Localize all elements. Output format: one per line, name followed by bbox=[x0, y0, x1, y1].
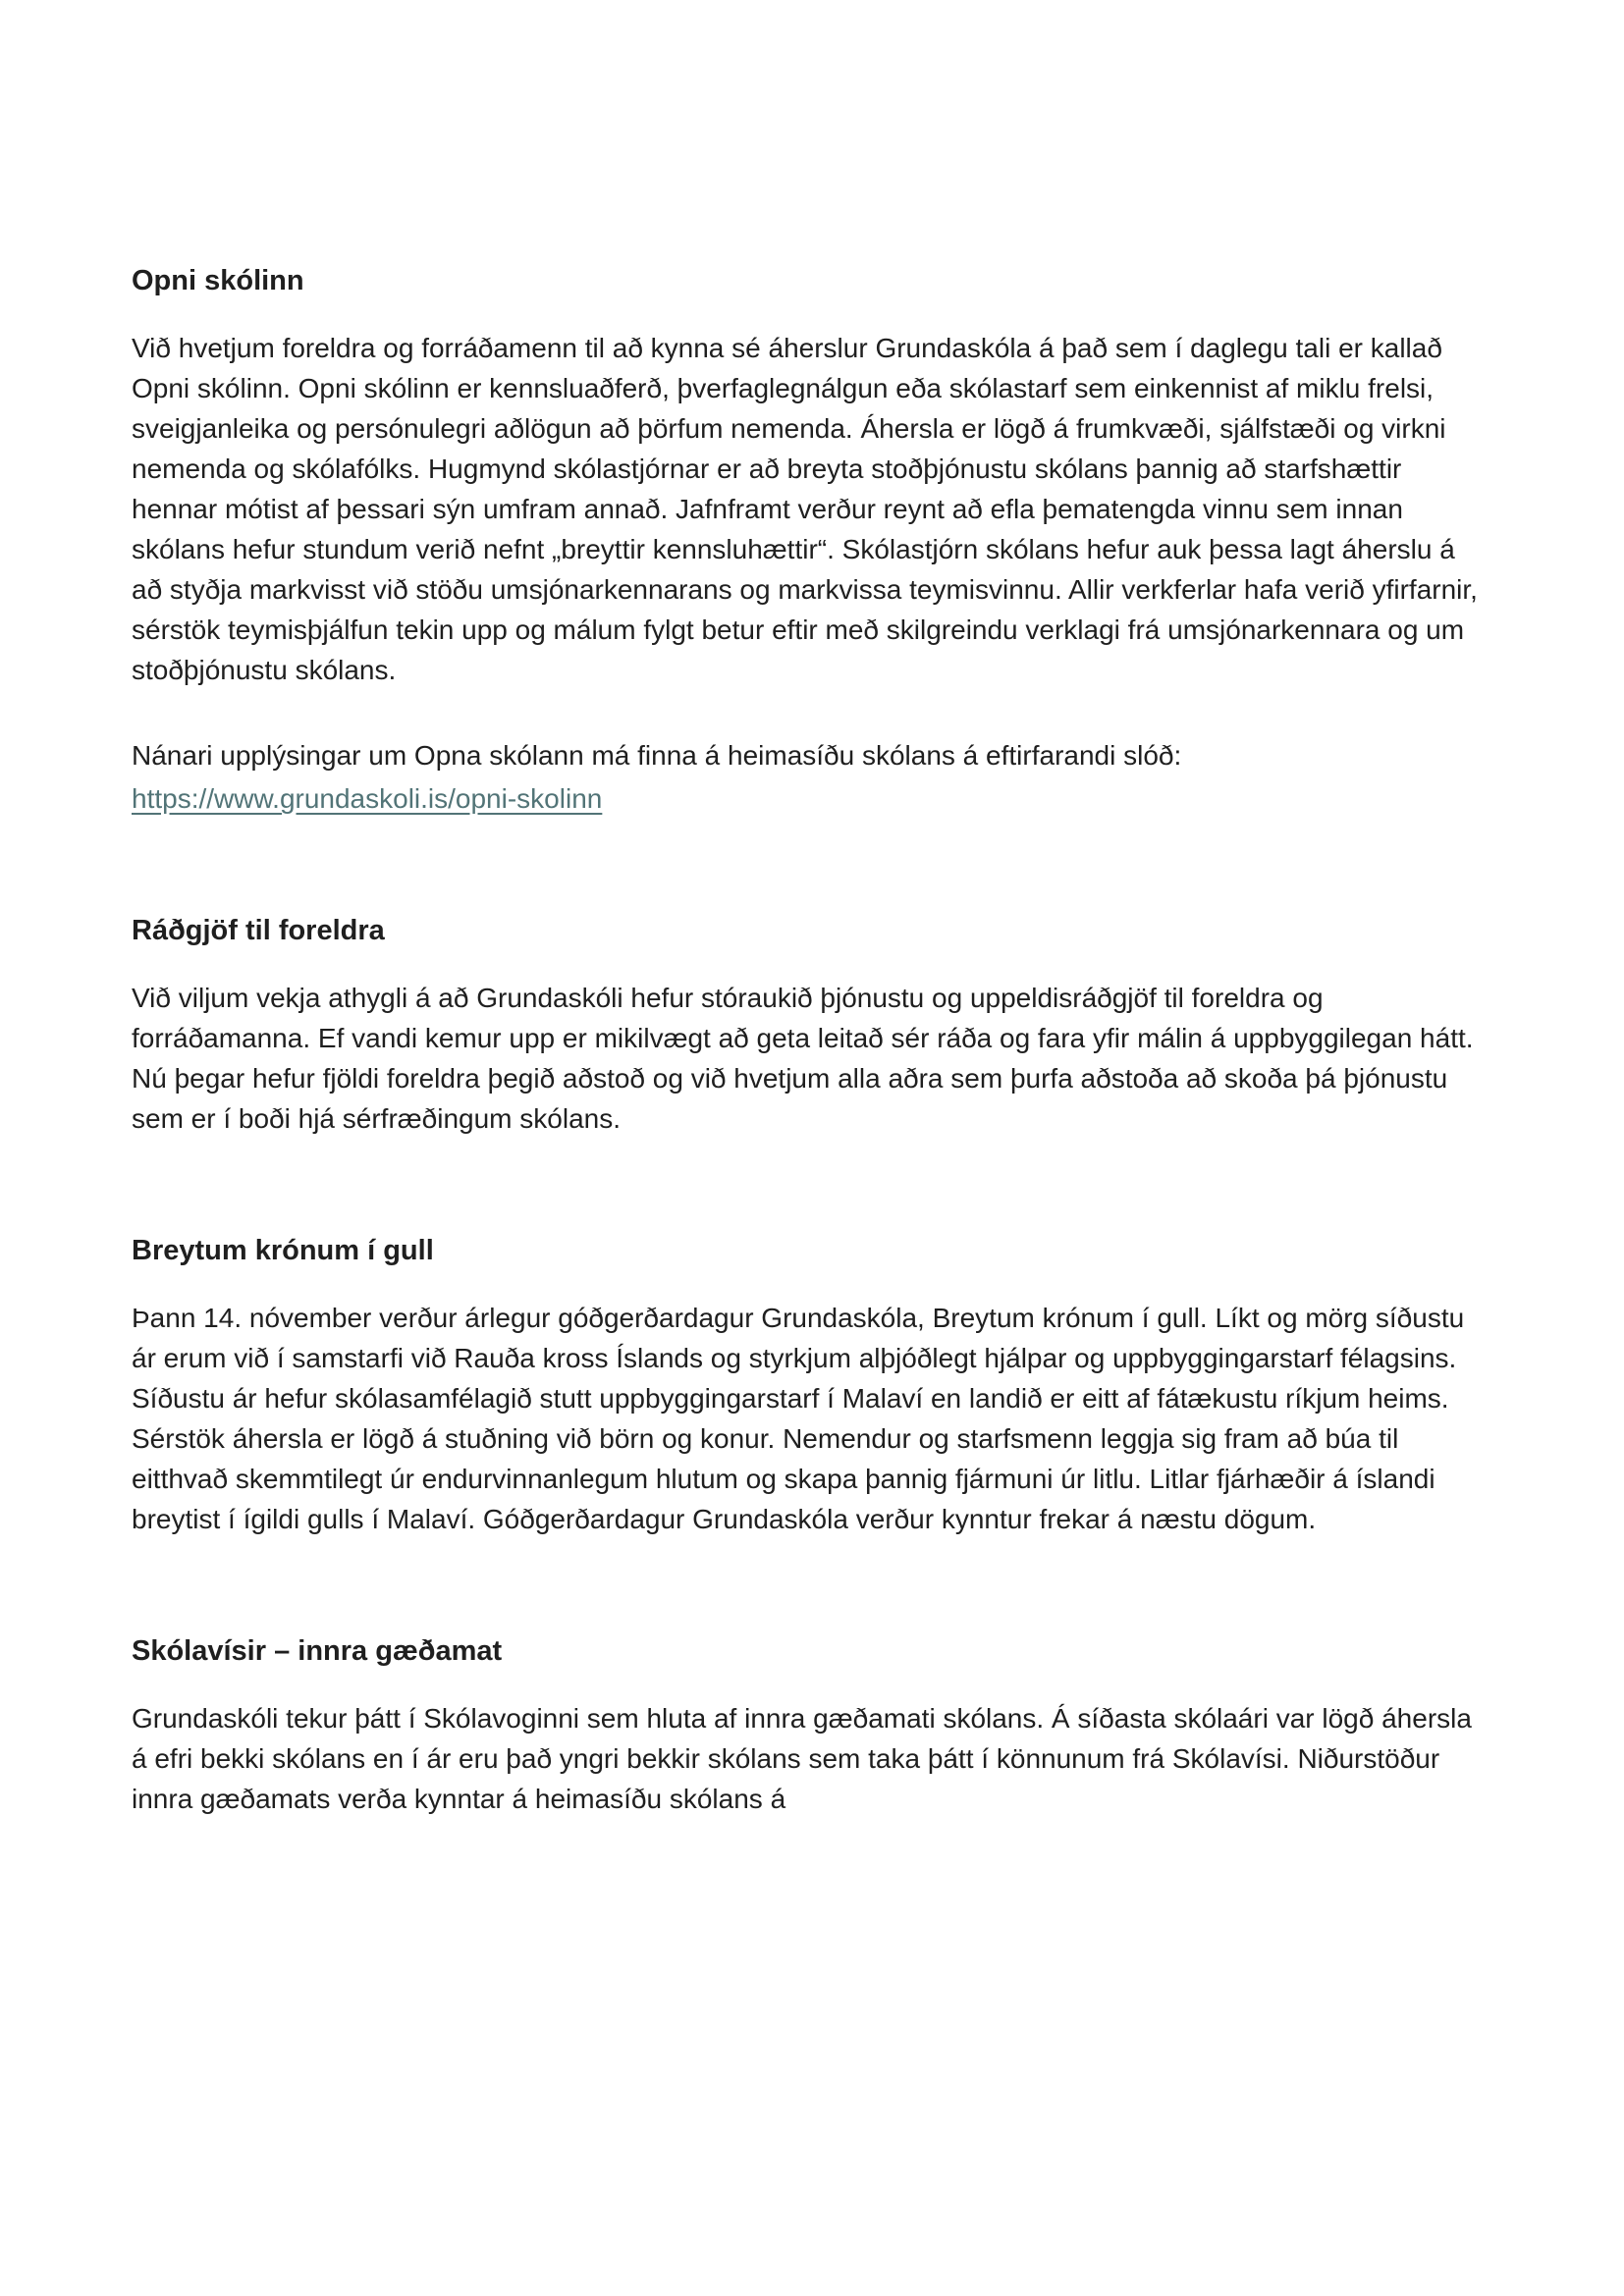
section-opni-skolinn bbox=[132, 263, 1492, 819]
section-breytum-kronum bbox=[132, 1233, 1492, 1539]
paragraph-opni-skolinn: Við hvetjum foreldra og forráðamenn til að kynna sé áherslur Grundaskóla á það sem í daglegu tali er kallað Opni skólinn. Opni skólinn er kennsluaðferð, þverfaglegnálgun eða skólastarf sem einkennist af miklu frelsi, sveigjanleika og persónulegri aðlögun að þörfum nemenda. Áhersla er lögð á frumkvæði, sjálfstæði og virkni nemenda og skólafólks. Hugmynd skólastjórnar er að breyta stoðþjónustu skólans þannig að starfshættir hennar mótist af þessari sýn umfram annað. Jafnframt verður reynt að efla þematengda vinnu sem innan skólans hefur stundum verið nefnt „breyttir kennsluhættir“. Skólastjórn skólans hefur auk þessa lagt áherslu á að styðja markvisst við stöðu umsjónarkennarans og markvissa teymisvinnu. Allir verkferlar hafa verið yfirfarnir, sérstök teymisþjálfun tekin upp og málum fylgt betur eftir með skilgreindu verklagi frá umsjónarkennara og um stoðþjónustu skólans. bbox=[132, 333, 1478, 685]
link-intro-text: Nánari upplýsingar um Opna skólann má finna á heimasíðu skólans á eftirfarandi slóð: bbox=[132, 740, 1182, 771]
section-heading-radgjof: Ráðgjöf til foreldra bbox=[132, 915, 385, 946]
paragraph-link-info bbox=[132, 735, 1492, 819]
section-heading-skolavisir: Skólavísir – innra gæðamat bbox=[132, 1635, 503, 1667]
opni-skolinn-link[interactable]: https://www.grundaskoli.is/opni-skolinn bbox=[132, 783, 603, 814]
paragraph-radgjof: Við viljum vekja athygli á að Grundaskóli hefur stóraukið þjónustu og uppeldisráðgjöf til foreldra og forráðamanna. Ef vandi kemur upp er mikilvægt að geta leitað sér ráða og fara yfir málin á uppbyggilegan hátt. Nú þegar hefur fjöldi foreldra þegið aðstoð og við hvetjum alla aðra sem þurfa aðstoða að skoða þá þjónustu sem er í boði hjá sérfræðingum skólans. bbox=[132, 983, 1474, 1134]
paragraph-breytum-kronum: Þann 14. nóvember verður árlegur góðgerðardagur Grundaskóla, Breytum krónum í gull. Líkt og mörg síðustu ár erum við í samstarfi við Rauða kross Íslands og styrkjum alþjóðlegt hjálpar og uppbyggingarstarf félagsins. Síðustu ár hefur skólasamfélagið stutt uppbyggingarstarf í Malaví en landið er eitt af fátækustu ríkjum heims. Sérstök áhersla er lögð á stuðning við börn og konur. Nemendur og starfsmenn leggja sig fram að búa til eitthvað skemmtilegt úr endurvinnanlegum hlutum og skapa þannig fjármuni úr litlu. Litlar fjárhæðir á íslandi breytist í ígildi gulls í Malaví. Góðgerðardagur Grundaskóla verður kynntur frekar á næstu dögum. bbox=[132, 1303, 1465, 1534]
section-heading-opni-skolinn: Opni skólinn bbox=[132, 265, 304, 296]
section-radgjof bbox=[132, 913, 1492, 1139]
paragraph-skolavisir: Grundaskóli tekur þátt í Skólavoginni sem hluta af innra gæðamati skólans. Á síðasta skólaári var lögð áhersla á efri bekki skólans en í ár eru það yngri bekkir skólans sem taka þátt í könnunum frá Skólavísi. Niðurstöður innra gæðamats verða kynntar á heimasíðu skólans á bbox=[132, 1703, 1472, 1814]
section-skolavisir bbox=[132, 1633, 1492, 1819]
section-heading-breytum-kronum: Breytum krónum í gull bbox=[132, 1235, 434, 1266]
